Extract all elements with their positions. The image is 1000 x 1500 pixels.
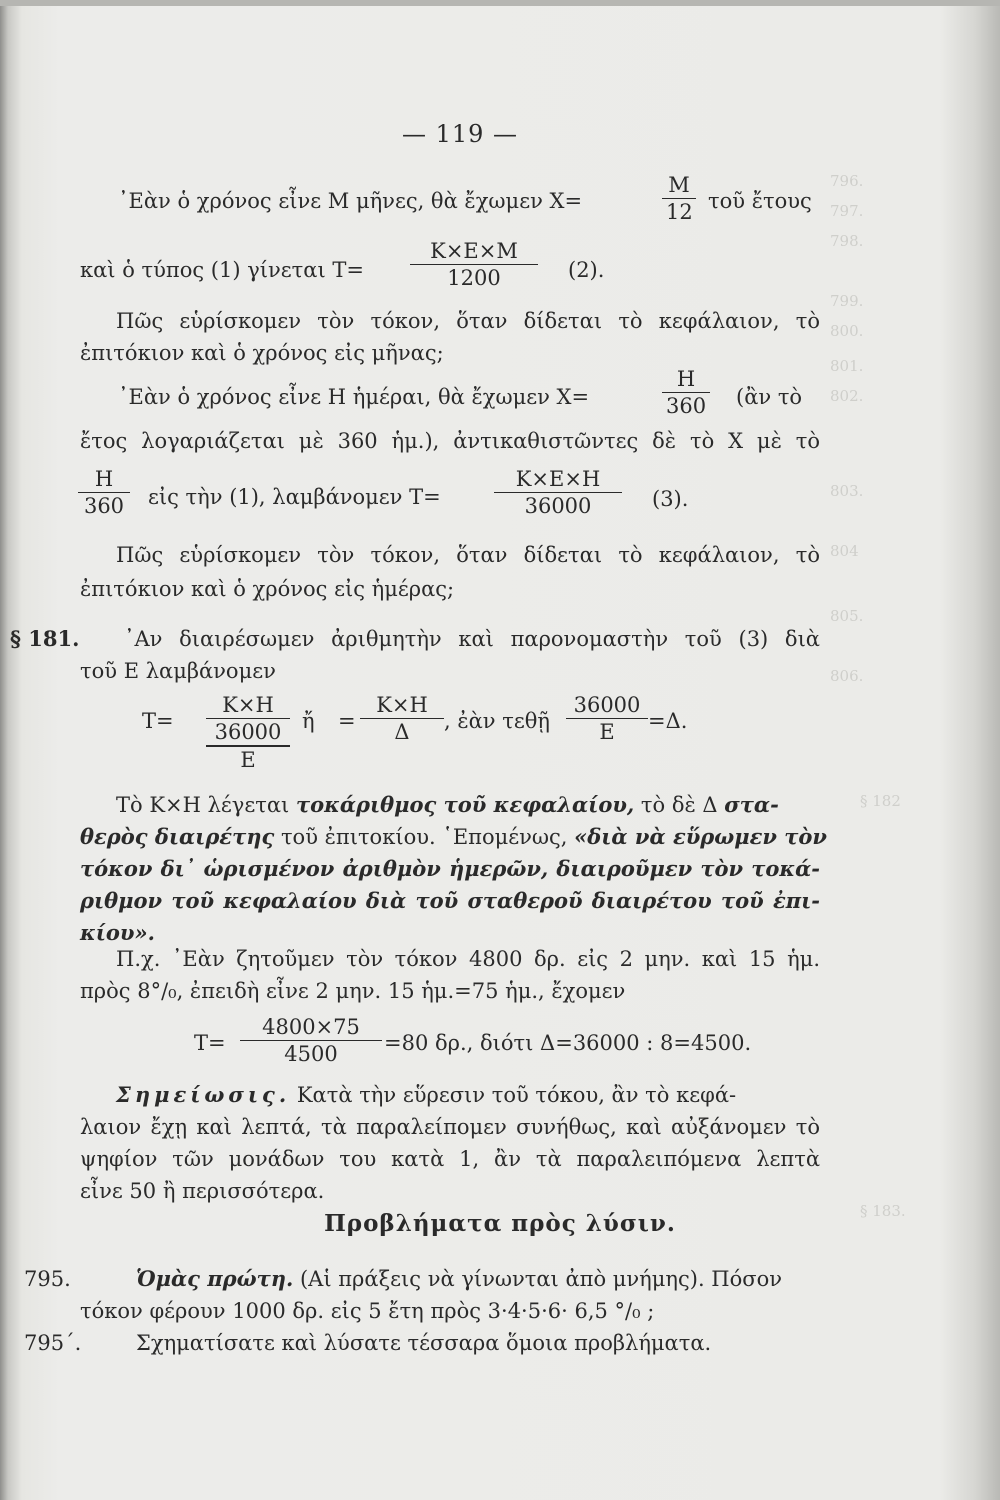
- bleed-through-text: 797.: [830, 202, 864, 220]
- para2-line1-end: (ἂν τὸ: [736, 385, 803, 409]
- bleed-through-text: § 182: [860, 792, 901, 810]
- section-181-line2: τοῦ Ε λαμβάνομεν: [80, 659, 276, 683]
- para2-line3-text: εἰς τὴν (1), λαμβάνομεν Τ=: [148, 485, 441, 509]
- problem-text: (Αἱ πράξεις νὰ γίνωνται ἀπὸ μνήμης). Πόσον: [299, 1267, 782, 1291]
- fraction-numerator: Η: [676, 367, 696, 391]
- fraction-denominator: 4500: [240, 1040, 382, 1067]
- group-label: Ὁμὰς πρώτη.: [136, 1266, 294, 1291]
- formula-3-label: (3).: [652, 487, 689, 511]
- fraction-denominator: 36000: [206, 718, 290, 745]
- fraction-numerator: Κ×Ε×Μ: [430, 239, 518, 263]
- bleed-through-text: 798.: [830, 232, 864, 250]
- bleed-through-text: 801.: [830, 357, 864, 375]
- question-1-line2: ἐπιτόκιον καὶ ὁ χρόνος εἰς μῆνας;: [80, 341, 444, 365]
- problem-795-line1: [136, 1264, 782, 1294]
- fraction-numerator: Κ×Ε×Η: [515, 467, 601, 491]
- fraction-denominator: 36000: [494, 492, 622, 519]
- bleed-through-text: 806.: [830, 667, 864, 685]
- formula-3-fraction: [494, 466, 622, 519]
- fraction-denominator: 360: [78, 492, 130, 519]
- fraction-denominator: 12: [662, 198, 696, 225]
- note-line1: [116, 1080, 736, 1110]
- fraction-36000-over-e: [566, 692, 648, 745]
- formula-equals: =: [338, 709, 356, 733]
- example-result: =80 δρ., διότι Δ=36000 : 8=4500.: [384, 1031, 752, 1055]
- fraction-m-over-12: [662, 172, 696, 225]
- rule-quote-line4: ριθμον τοῦ κεφαλαίου διὰ τοῦ σταθεροῦ διαιρέτου τοῦ ἐπι-: [80, 888, 820, 913]
- bleed-through-text: 799.: [830, 292, 864, 310]
- para3-line1: [116, 790, 779, 820]
- term-stathero-diairetis: θερὸς διαιρέτης: [80, 824, 275, 849]
- note-line3: ψηφίον τῶν μονάδων του κατὰ 1, ἂν τὰ παραλειπόμενα λεπτὰ: [80, 1147, 820, 1171]
- formula-or: ἤ: [302, 709, 315, 733]
- compound-fraction: [206, 692, 290, 773]
- note-line4: εἶνε 50 ἢ περισσότερα.: [80, 1179, 325, 1203]
- example-t-equals: Τ=: [194, 1031, 226, 1055]
- para2-line1-text: ᾿Εὰν ὁ χρόνος εἶνε Η ἡμέραι, θὰ ἔχωμεν Χ=: [118, 385, 590, 409]
- problem-795b-text: Σχηματίσατε καὶ λύσατε τέσσαρα ὅμοια προβλήματα.: [136, 1331, 712, 1355]
- rule-quote: «διὰ νὰ εὕρωμεν τὸν: [574, 824, 827, 849]
- rule-quote-line5: κίου».: [80, 920, 155, 945]
- formula-t-equals: Τ=: [142, 709, 174, 733]
- fraction-denominator: Δ: [360, 718, 444, 745]
- bleed-through-text: 804: [830, 542, 859, 560]
- term-stathero: στα-: [724, 792, 779, 817]
- fraction-kh-over-d: [360, 692, 444, 745]
- fraction-numerator: 4800×75: [262, 1015, 360, 1039]
- fraction-numerator: Κ×Η: [222, 693, 274, 717]
- fraction-numerator: Η: [94, 467, 114, 491]
- note-line2: λαιον ἔχῃ καὶ λεπτά, τὰ παραλείπομεν συνήθως, καὶ αὐξάνομεν τὸ: [80, 1115, 820, 1139]
- formula-2-fraction: [410, 238, 538, 291]
- para2-line2: ἔτος λογαριάζεται μὲ 360 ἡμ.), ἀντικαθιστῶντες δὲ τὸ Χ μὲ τὸ: [80, 429, 820, 453]
- section-181-line1: ᾿Αν διαιρέσωμεν ἀριθμητὴν καὶ παρονομαστὴν τοῦ (3) διὰ: [124, 627, 820, 651]
- section-heading: Προβλήματα πρὸς λύσιν.: [324, 1210, 676, 1237]
- bleed-through-text: 805.: [830, 607, 864, 625]
- para3-text: τοῦ ἐπιτοκίου. ῾Επομένως,: [280, 825, 568, 849]
- formula-2-label: (2).: [568, 258, 605, 282]
- problem-number: 795΄.: [24, 1331, 82, 1355]
- fraction-denominator: 1200: [410, 264, 538, 291]
- bleed-through-text: 800.: [830, 322, 864, 340]
- bleed-through-text: § 183.: [860, 1202, 906, 1220]
- formula-equals-delta: =Δ.: [648, 709, 688, 733]
- fraction-numerator: Μ: [668, 173, 690, 197]
- note-label: Σημείωσις.: [116, 1082, 291, 1107]
- example-fraction: [240, 1014, 382, 1067]
- example-line2: πρὸς 8°/₀, ἐπειδὴ εἶνε 2 μην. 15 ἡμ.=75 ἡμ., ἔχομεν: [80, 979, 626, 1003]
- section-181-label: § 181.: [10, 626, 80, 651]
- fraction-h-over-360-b: [78, 466, 130, 519]
- fraction-denominator: Ε: [566, 718, 648, 745]
- problem-number: 795.: [24, 1267, 71, 1291]
- question-2-line1: Πῶς εὑρίσκομεν τὸν τόκον, ὅταν δίδεται τὸ κεφάλαιον, τὸ: [116, 543, 820, 567]
- bleed-through-text: 803.: [830, 482, 864, 500]
- problem-795-line2: τόκον φέρουν 1000 δρ. εἰς 5 ἔτη πρὸς 3·4·5·6· 6,5 °/₀ ;: [80, 1299, 655, 1323]
- fraction-denominator: 360: [662, 392, 710, 419]
- question-1-line1: Πῶς εὑρίσκομεν τὸν τόκον, ὅταν δίδεται τὸ κεφάλαιον, τὸ: [116, 309, 820, 333]
- para1-line1-end: τοῦ ἔτους: [708, 189, 812, 213]
- para3-line2: [80, 822, 827, 852]
- bleed-through-text: 796.: [830, 172, 864, 190]
- note-text: Κατὰ τὴν εὕρεσιν τοῦ τόκου, ἂν τὸ κεφά-: [296, 1083, 737, 1107]
- term-tokarithmos: τοκάριθμος τοῦ κεφαλαίου,: [295, 792, 635, 817]
- para3-text: Τὸ Κ×Η λέγεται: [116, 793, 290, 817]
- fraction-numerator: 36000: [573, 693, 641, 717]
- example-line1: Π.χ. ᾿Εὰν ζητοῦμεν τὸν τόκον 4800 δρ. εἰς 2 μην. καὶ 15 ἡμ.: [116, 947, 820, 971]
- formula-if-set: , ἐὰν τεθῇ: [444, 709, 550, 733]
- para3-text: τὸ δὲ Δ: [640, 793, 718, 817]
- para1-line1-text: ᾿Εὰν ὁ χρόνος εἶνε Μ μῆνες, θὰ ἔχωμεν Χ=: [118, 189, 583, 213]
- bleed-through-text: 802.: [830, 387, 864, 405]
- page-number: — 119 —: [401, 120, 519, 148]
- question-2-line2: ἐπιτόκιον καὶ ὁ χρόνος εἰς ἡμέρας;: [80, 577, 455, 601]
- fraction-numerator: Κ×Η: [376, 693, 428, 717]
- page-edge: [0, 0, 1000, 6]
- fraction-h-over-360: [662, 366, 710, 419]
- rule-quote-line3: τόκον δι᾿ ὡρισμένον ἀριθμὸν ἡμερῶν, διαιροῦμεν τὸν τοκά-: [80, 856, 820, 881]
- fraction-denominator-lower: Ε: [206, 745, 290, 773]
- para1-line2-text: καὶ ὁ τύπος (1) γίνεται Τ=: [80, 258, 364, 282]
